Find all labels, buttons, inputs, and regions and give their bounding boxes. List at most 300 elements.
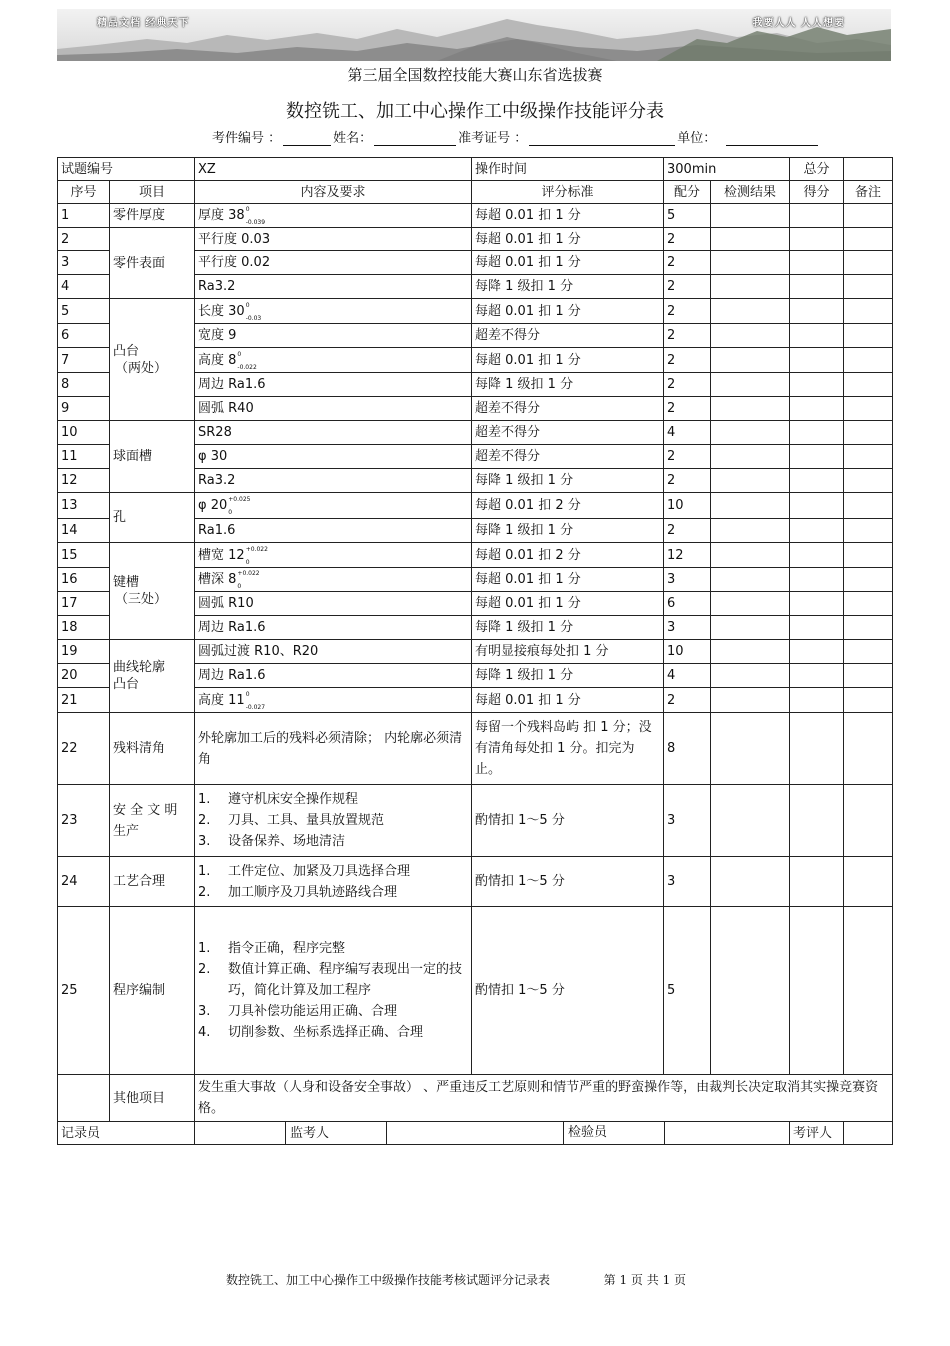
part-no-blank [283,131,331,146]
row-standard: 每超 0.01 扣 1 分 [472,204,664,228]
row-seq: 5 [58,299,110,324]
row-score [790,469,844,493]
row-seq: 17 [58,592,110,616]
row-points: 2 [664,324,711,348]
col-points: 配分 [664,181,711,204]
footer-title: 数控铣工、加工中心操作工中级操作技能考核试题评分记录表 [226,1273,551,1287]
row-seq: 10 [58,421,110,445]
row-score [790,373,844,397]
row-remark [844,543,893,568]
table-row [58,228,893,251]
row-seq: 6 [58,324,110,348]
row-standard: 每降 1 级扣 1 分 [472,469,664,493]
row-result [711,299,790,324]
row-content [195,228,472,251]
row-result [711,688,790,713]
row-score [790,421,844,445]
tolerance [236,350,257,371]
other-item: 其他项目 [110,1075,195,1122]
row-standard: 每留一个残料岛屿 扣 1 分；没有清角每处扣 1 分。扣完为止。 [472,713,664,785]
tolerance-lower: 0 [245,558,250,566]
row-score [790,857,844,907]
row-standard: 超差不得分 [472,324,664,348]
requirement-item: 2. 刀具、工具、量具放置规范 [198,813,385,828]
row-points: 2 [664,445,711,469]
table-row [58,857,893,907]
row-result [711,543,790,568]
banner-slogan-left: 精品文档 经典天下 [97,18,190,29]
row-content [195,445,472,469]
row-standard: 超差不得分 [472,445,664,469]
row-result [711,228,790,251]
row-item: 工艺合理 [110,857,195,907]
table-row [58,543,893,568]
content-text: 平行度 0.03 [198,231,271,247]
row-result [711,640,790,664]
requirement-item: 1. 工件定位、加紧及刀具选择合理 [198,863,411,879]
content-text: 高度 8 [198,352,237,368]
col-standard: 评分标准 [472,181,664,204]
content-text: 圆弧 R40 [198,401,254,416]
row-seq: 19 [58,640,110,664]
ticket-no-blank [529,131,675,146]
row-remark [844,785,893,857]
row-content [195,568,472,592]
banner-slogan-right: 我要人人 人人想要 [752,18,845,29]
row-item: 程序编制 [110,907,195,1075]
row-seq: 2 [58,228,110,251]
row-score [790,519,844,543]
content-text: 圆弧过渡 R10、R20 [198,644,319,659]
row-standard: 每超 0.01 扣 2 分 [472,543,664,568]
row-standard: 超差不得分 [472,421,664,445]
row-remark [844,421,893,445]
tolerance-upper: +0.022 [245,545,268,553]
col-remark: 备注 [844,181,893,204]
group-label: 曲线轮廓 [113,660,166,675]
row-points: 10 [664,640,711,664]
row-score [790,493,844,519]
col-result: 检测结果 [711,181,790,204]
row-content [195,275,472,299]
row-score [790,228,844,251]
ticket-no-label: 准考证号 ： [458,131,528,146]
row-points: 3 [664,616,711,640]
name-blank [374,131,456,146]
row-score [790,640,844,664]
row-seq: 16 [58,568,110,592]
row-result [711,397,790,421]
row-remark [844,299,893,324]
row-points: 2 [664,688,711,713]
row-standard: 每降 1 级扣 1 分 [472,373,664,397]
exam-no-value: XZ [195,158,472,181]
row-content [195,299,472,324]
row-result [711,568,790,592]
row-score [790,785,844,857]
content-text: φ 30 [198,449,228,464]
candidate-fields [212,127,820,146]
tolerance [227,496,251,516]
content-text: 槽深 8 [198,572,237,587]
row-content [195,469,472,493]
group-label: 零件厚度 [113,208,166,223]
unit-label: 单位： [677,131,717,146]
row-score [790,445,844,469]
row-result [711,592,790,616]
total-value [844,158,893,181]
row-score [790,543,844,568]
row-item-group [110,493,195,543]
row-content [195,640,472,664]
row-points: 2 [664,251,711,275]
row-standard: 每降 1 级扣 1 分 [472,616,664,640]
row-seq: 4 [58,275,110,299]
proctor-label: 监考人 [290,1125,330,1141]
tolerance-lower: 0 [237,583,242,590]
row-remark [844,348,893,373]
row-score [790,251,844,275]
row-remark [844,857,893,907]
group-label: 球面槽 [113,449,153,464]
tolerance-upper: 0 [237,350,242,358]
row-remark [844,907,893,1075]
row-content [195,251,472,275]
requirement-item: 3. 设备保养、场地清洁 [198,834,346,849]
unit-blank [726,131,818,146]
row-score [790,275,844,299]
row-result [711,373,790,397]
row-remark [844,251,893,275]
row-seq: 15 [58,543,110,568]
row-result [711,445,790,469]
row-remark [844,664,893,688]
col-content: 内容及要求 [195,181,472,204]
requirement-list [198,789,468,852]
tolerance [245,303,263,320]
row-seq: 24 [58,857,110,907]
row-result [711,204,790,228]
row-seq: 14 [58,519,110,543]
row-points: 5 [664,204,711,228]
row-content [195,373,472,397]
exam-no-label: 试题编号 [58,158,195,181]
row-seq: 12 [58,469,110,493]
group-label: （三处） [115,592,168,607]
footer-page: 第 1 页 共 1 页 [603,1273,687,1287]
row-seq: 7 [58,348,110,373]
content-text: 周边 Ra1.6 [198,377,266,392]
row-points: 5 [664,907,711,1075]
page-footer [226,1271,686,1288]
evaluator-label: 考评人 [790,1122,844,1145]
row-remark [844,324,893,348]
row-seq [58,1075,110,1122]
row-seq: 25 [58,907,110,1075]
row-result [711,857,790,907]
row-points: 2 [664,397,711,421]
row-content [195,688,472,713]
row-item-group [110,299,195,421]
group-label: 凸台 [113,343,140,359]
row-standard: 每超 0.01 扣 1 分 [472,348,664,373]
other-row [58,1075,893,1122]
row-points: 2 [664,519,711,543]
row-item-group [110,421,195,493]
tolerance-upper: +0.025 [228,496,251,503]
row-remark [844,397,893,421]
table-row [58,640,893,664]
tolerance-lower: -0.03 [245,314,262,322]
table-row [58,493,893,519]
row-result [711,275,790,299]
row-item-group [110,228,195,299]
row-score [790,592,844,616]
row-standard: 每超 0.01 扣 1 分 [472,568,664,592]
row-standard: 每超 0.01 扣 2 分 [472,493,664,519]
row-standard: 酌情扣 1～5 分 [472,857,664,907]
content-text: φ 20 [198,498,228,513]
row-seq: 1 [58,204,110,228]
row-remark [844,592,893,616]
row-result [711,785,790,857]
group-label: 零件表面 [113,255,166,271]
row-points: 12 [664,543,711,568]
row-standard: 每超 0.01 扣 1 分 [472,592,664,616]
row-remark [844,519,893,543]
row-seq: 18 [58,616,110,640]
row-standard: 有明显接痕每处扣 1 分 [472,640,664,664]
table-row [58,713,893,785]
row-seq: 8 [58,373,110,397]
requirement-item: 1. 遵守机床安全操作规程 [198,792,359,807]
row-content: 外轮廓加工后的残料必须清除； 内轮廓必须清角 [195,713,472,785]
col-seq: 序号 [58,181,110,204]
row-content [195,519,472,543]
row-points: 3 [664,785,711,857]
tolerance-upper: 0 [245,206,250,213]
content-text: 槽宽 12 [198,547,245,563]
tolerance-upper: 0 [245,301,250,309]
row-item: 安 全 文 明 生产 [110,785,195,857]
row-seq: 11 [58,445,110,469]
row-content [195,907,472,1075]
tolerance-upper: +0.022 [237,570,260,577]
row-remark [844,713,893,785]
signature-row [58,1122,893,1145]
row-score [790,299,844,324]
tolerance-lower: -0.039 [245,219,266,226]
requirement-item: 3. 刀具补偿功能运用正确、合理 [198,1004,398,1019]
content-text: Ra3.2 [198,279,236,294]
row-points: 2 [664,373,711,397]
row-seq: 21 [58,688,110,713]
row-item: 残料清角 [110,713,195,785]
row-remark [844,640,893,664]
time-value: 300min [664,158,790,181]
group-label: （两处） [115,360,168,376]
part-no-label: 考件编号 ： [212,131,282,146]
row-item-group [110,640,195,713]
row-remark [844,228,893,251]
row-remark [844,616,893,640]
row-standard: 每超 0.01 扣 1 分 [472,299,664,324]
header-row-2 [58,181,893,204]
row-seq: 9 [58,397,110,421]
row-score [790,204,844,228]
tolerance [245,545,268,566]
row-standard: 酌情扣 1～5 分 [472,907,664,1075]
table-row [58,204,893,228]
row-points: 2 [664,348,711,373]
row-score [790,397,844,421]
row-seq: 22 [58,713,110,785]
row-remark [844,373,893,397]
row-result [711,493,790,519]
requirement-item: 2. 数值计算正确、程序编写表现出一定的技巧，简化计算及加工程序 [198,962,463,998]
content-text: 厚度 38 [198,208,245,223]
row-remark [844,688,893,713]
tolerance-lower: 0 [228,509,233,516]
requirement-item: 4. 切削参数、坐标系选择正确、合理 [198,1025,424,1040]
content-text: 周边 Ra1.6 [198,668,266,683]
row-score [790,616,844,640]
row-points: 3 [664,568,711,592]
row-score [790,568,844,592]
row-seq: 13 [58,493,110,519]
row-result [711,664,790,688]
tolerance [245,206,266,226]
requirement-item: 1. 指令正确，程序完整 [198,941,346,956]
row-points: 4 [664,664,711,688]
tolerance [245,690,266,711]
row-standard: 每降 1 级扣 1 分 [472,519,664,543]
row-content [195,785,472,857]
tolerance-lower: -0.027 [245,703,266,711]
row-standard: 每超 0.01 扣 1 分 [472,228,664,251]
row-points: 4 [664,421,711,445]
row-result [711,907,790,1075]
row-remark [844,445,893,469]
row-score [790,664,844,688]
total-label: 总分 [790,158,844,181]
row-content [195,421,472,445]
row-result [711,469,790,493]
name-label: 姓名： [333,131,373,146]
row-result [711,348,790,373]
header-banner [57,9,891,61]
header-row-1 [58,158,893,181]
row-score [790,907,844,1075]
row-content [195,543,472,568]
row-score [790,324,844,348]
row-remark [844,568,893,592]
content-text: 长度 30 [198,303,245,319]
table-row [58,299,893,324]
row-content [195,324,472,348]
row-standard: 每超 0.01 扣 1 分 [472,251,664,275]
row-content [195,664,472,688]
recorder-label: 记录员 [58,1122,195,1145]
row-content [195,348,472,373]
tolerance-lower: -0.022 [237,363,257,371]
item-rows [58,204,893,713]
row-points: 8 [664,713,711,785]
row-standard: 酌情扣 1～5 分 [472,785,664,857]
row-content [195,857,472,907]
row-result [711,324,790,348]
row-points: 6 [664,592,711,616]
row-result [711,713,790,785]
content-text: SR28 [198,425,232,440]
requirement-item: 2. 加工顺序及刀具轨迹路线合理 [198,884,398,900]
row-points: 10 [664,493,711,519]
score-table [57,157,893,1145]
row-remark [844,275,893,299]
content-text: 圆弧 R10 [198,596,254,611]
row-content [195,397,472,421]
table-row [58,785,893,857]
tolerance [236,570,260,590]
requirement-list [198,861,468,903]
row-item-group [110,543,195,640]
document-title: 数控铣工、加工中心操作工中级操作技能评分表 [286,101,664,122]
row-content [195,493,472,519]
row-points: 2 [664,299,711,324]
table-row [58,907,893,1075]
row-standard: 每降 1 级扣 1 分 [472,664,664,688]
group-label: 孔 [113,510,127,525]
content-text: 宽度 9 [198,328,237,343]
row-score [790,688,844,713]
group-label: 凸台 [113,677,140,692]
row-result [711,421,790,445]
signature-middle [195,1122,790,1145]
content-text: Ra1.6 [198,523,236,538]
row-content [195,592,472,616]
row-score [790,713,844,785]
row-score [790,348,844,373]
row-remark [844,493,893,519]
content-text: 周边 Ra1.6 [198,620,266,635]
row-remark [844,204,893,228]
row-item-group [110,204,195,228]
row-result [711,616,790,640]
row-standard: 每超 0.01 扣 1 分 [472,688,664,713]
row-remark [844,469,893,493]
requirement-list [198,938,468,1043]
row-seq: 23 [58,785,110,857]
evaluator-blank [844,1122,893,1145]
row-content [195,616,472,640]
table-row [58,421,893,445]
content-text: 高度 11 [198,692,245,708]
row-points: 2 [664,228,711,251]
content-text: 平行度 0.02 [198,255,271,270]
inspector-label: 检验员 [564,1122,665,1144]
col-score: 得分 [790,181,844,204]
row-points: 3 [664,857,711,907]
row-points: 2 [664,469,711,493]
other-content: 发生重大事故（人身和设备安全事故） 、严重违反工艺原则和情节严重的野蛮操作等，由裁判长决定取消其实操竞赛资格。 [195,1075,893,1122]
tolerance-upper: 0 [245,690,250,698]
row-content [195,204,472,228]
row-points: 2 [664,275,711,299]
row-result [711,519,790,543]
row-seq: 3 [58,251,110,275]
col-item: 项目 [110,181,195,204]
row-standard: 超差不得分 [472,397,664,421]
